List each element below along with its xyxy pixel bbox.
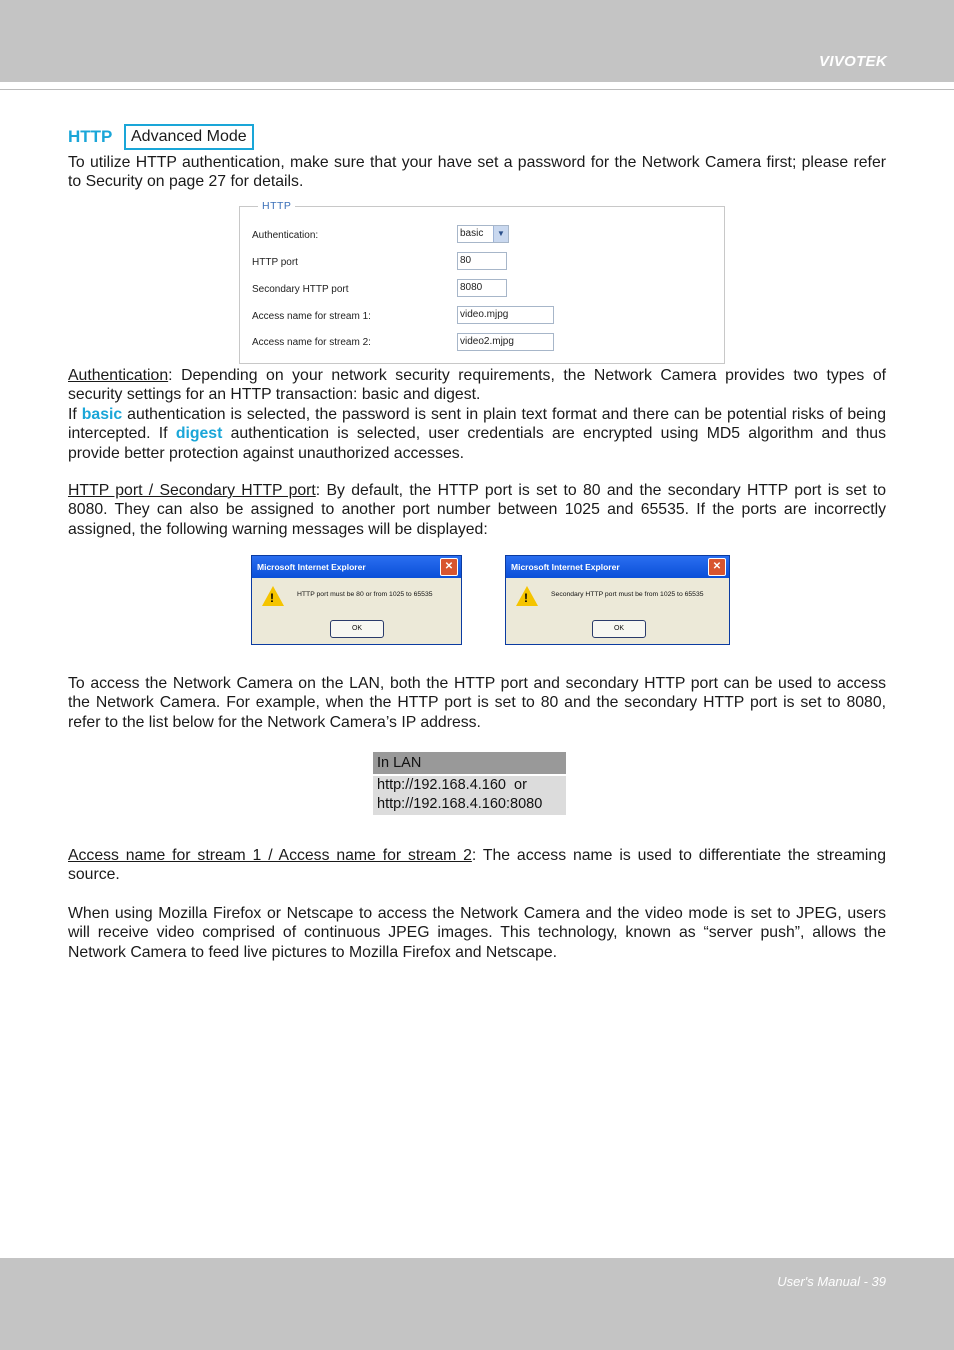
warning-icon: ! [516,586,538,606]
lan-paragraph: To access the Network Camera on the LAN, both the HTTP port and secondary HTTP port can be used to access the Network Camera. For example, when the HTTP port is set to 80 and the secondary HTTP port is set to 8080, refer to the list below for the Network Camera’s IP address. [68,675,886,731]
port-paragraph [68,481,886,539]
brand-name: VIVOTEK [819,53,887,70]
section-title: HTTP [68,127,113,146]
dialog-title: Microsoft Internet Explorer [252,556,461,578]
lan-table-header: In LAN [373,752,566,774]
dialog-title: Microsoft Internet Explorer [506,556,729,578]
authentication-term: Authentication [68,367,169,384]
header-band [0,0,954,82]
lan-table-cell [373,776,566,815]
stream2-access-name-label: Access name for stream 2: [252,337,371,348]
http-port-input[interactable]: 80 [457,252,507,270]
lan-address-2: http://192.168.4.160:8080 [377,796,543,812]
firefox-paragraph: When using Mozilla Firefox or Netscape to access the Network Camera and the video mode is set to JPEG, users will receive video comprised of continuous JPEG images. This technology, known as “server push”, allows the Network Camera to feed live pictures to Mozilla Firefox and Netscape. [68,905,886,961]
port-term: HTTP port / Secondary HTTP port [68,482,316,499]
digest-keyword: digest [175,425,223,443]
close-icon[interactable]: ✕ [440,558,458,576]
http-settings-panel [239,200,725,364]
warning-dialog-secondary-port [505,555,730,645]
stream2-access-name-input[interactable]: video2.mjpg [457,333,554,351]
mode-badge: Advanced Mode [124,124,254,150]
auth-basic-text: authentication is selected, the password is sent in plain text format and there can be potential risks of being intercepted. If [68,405,886,443]
ok-button[interactable]: OK [330,620,384,638]
access-name-paragraph [68,846,886,885]
access-name-text: : The access name is used to differentiate the streaming source. [68,847,887,884]
stream1-access-name-label: Access name for stream 1: [252,311,371,322]
auth-if-text: If [68,405,82,423]
auth-digest-text: authentication is selected, user credentials are encrypted using MD5 algorithm and thus provide better protection against unauthorized accesses. [68,425,886,462]
access-name-term: Access name for stream 1 / Access name for stream 2 [68,847,472,864]
panel-legend: HTTP [258,200,295,212]
authentication-text: : Depending on your network security requirements, the Network Camera provides two types of security settings for an HTTP transaction: basic and digest. [68,367,886,404]
stream1-access-name-input[interactable]: video.mjpg [457,306,554,324]
warning-icon: ! [262,586,284,606]
authentication-paragraph [68,366,886,463]
dialog-message: Secondary HTTP port must be from 1025 to 65535 [551,591,704,598]
http-port-label: HTTP port [252,257,298,268]
secondary-http-port-input[interactable]: 8080 [457,279,507,297]
intro-paragraph: To utilize HTTP authentication, make sure that your have set a password for the Network Camera first; please refer to Security on page 27 for details. [68,154,886,191]
close-icon[interactable]: ✕ [708,558,726,576]
warning-dialog-http-port [251,555,462,645]
header-rule [0,89,954,90]
dialog-message: HTTP port must be 80 or from 1025 to 65535 [297,591,433,598]
authentication-label: Authentication: [252,230,319,241]
authentication-select[interactable] [457,225,509,243]
authentication-value: basic [460,228,484,239]
ok-button[interactable]: OK [592,620,646,638]
footer-band [0,1258,954,1350]
basic-keyword: basic [81,405,123,423]
secondary-http-port-label: Secondary HTTP port [252,284,349,295]
page-number: User's Manual - 39 [777,1274,886,1289]
chevron-down-icon[interactable]: ▼ [493,226,508,242]
lan-address-1: http://192.168.4.160 or [377,777,527,793]
port-text: : By default, the HTTP port is set to 80 and the secondary HTTP port is set to 8080. They can also be assigned to another port number between 1025 and 65535. If the ports are incorrectly assigned, the following warning messages will be displayed: [68,482,886,538]
